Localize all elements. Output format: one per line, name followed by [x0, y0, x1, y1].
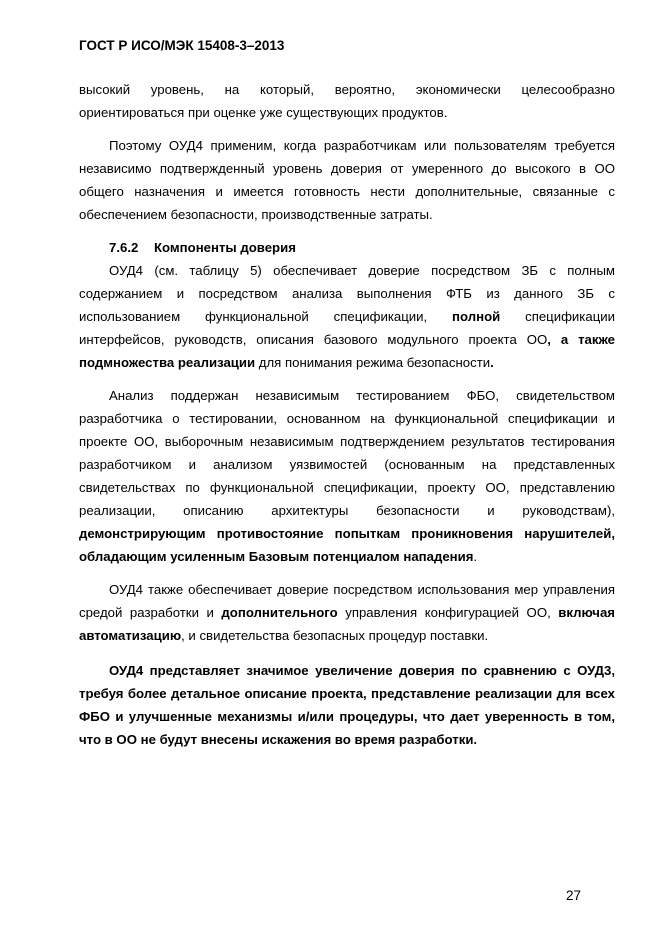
- paragraph-2: Поэтому ОУД4 применим, когда разработчикам или пользователям требуется независимо подтвержденный уровень доверия от умеренного до высокого в ОО общего назначения и имеется готовность нести дополнительные, связанные с обеспечением безопасности, производственные затраты.: [79, 138, 615, 222]
- p3-text-a: ОУД4 (см. таблицу 5) обеспечивает доверие посредством ЗБ с полным содержанием и посредством анализа выполнения ФТБ из данного ЗБ с использованием функциональной спецификации,: [79, 263, 615, 324]
- document-header: ГОСТ Р ИСО/МЭК 15408-3–2013: [79, 38, 285, 53]
- p3-bold-d: , а также подмножества реализации: [79, 332, 615, 370]
- p5-text-e: , и свидетельства безопасных процедур поставки.: [181, 628, 489, 643]
- p4-text-a: Анализ поддержан независимым тестированием ФБО, свидетельством разработчика о тестировании, основанном на функциональной спецификации и проекте ОО, выборочным независимым подтверждением результатов тестирования разработчиком и анализом уязвимостей (основанным на представленных свидетельствах по функциональной спецификации, проекту ОО, представлению реализации, описанию архитектуры безопасности и руководствам),: [79, 388, 615, 518]
- p5-bold-d: включая автоматизацию: [79, 605, 615, 643]
- paragraph-6: ОУД4 представляет значимое увеличение доверия по сравнению с ОУД3, требуя более детальное описание проекта, представление реализации для всех ФБО и улучшенные механизмы и/или процедуры, что дает уверенность в том, что в ОО не будут внесены искажения во время разработки.: [79, 663, 615, 747]
- paragraph-1: высокий уровень, на который, вероятно, экономически целесообразно ориентироваться при оценке уже существующих продуктов.: [79, 82, 615, 120]
- p5-bold-b: дополнительного: [221, 605, 338, 620]
- p3-text-e: для понимания режима безопасности: [255, 355, 491, 370]
- page-number: 27: [566, 888, 582, 903]
- p3-bold-f: .: [490, 355, 494, 370]
- section-number: 7.6.2: [109, 240, 139, 255]
- section-heading: [109, 236, 615, 259]
- paragraph-5: [79, 578, 615, 647]
- section-title: Компоненты доверия: [154, 240, 296, 255]
- document-body: [79, 78, 615, 761]
- paragraph-3: [79, 259, 615, 374]
- p5-text-c: управления конфигурацией ОО,: [337, 605, 559, 620]
- p4-text-c: .: [473, 549, 478, 564]
- p5-text-a: ОУД4 также обеспечивает доверие посредством использования мер управления средой разработки и: [79, 582, 615, 620]
- paragraph-4: [79, 384, 615, 568]
- p4-bold-b: демонстрирующим противостояние попыткам проникновения нарушителей, обладающим усиленным Базовым потенциалом нападения: [79, 526, 615, 564]
- p3-text-c: спецификации интерфейсов, руководств, описания базового модульного проекта ОО: [79, 309, 615, 347]
- p3-bold-b: полной: [452, 309, 501, 324]
